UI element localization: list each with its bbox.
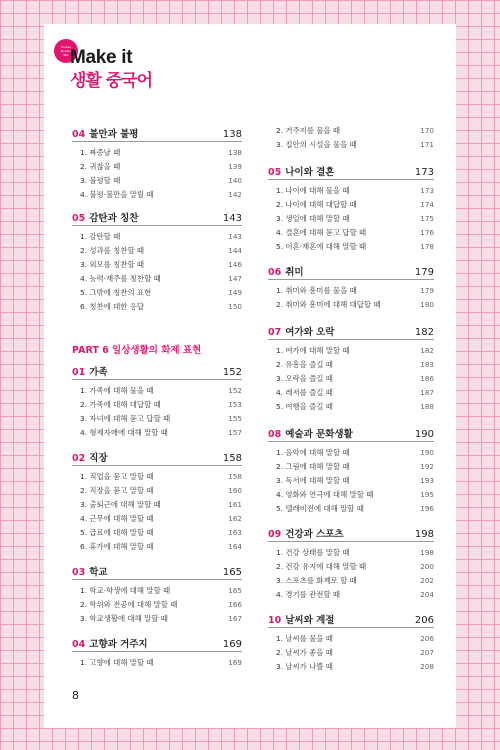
toc-item-page: 206	[420, 634, 434, 643]
toc-item-page: 150	[228, 302, 242, 311]
toc-item-page: 183	[420, 360, 434, 369]
toc-item-page: 140	[228, 176, 242, 185]
toc-item-title: 5. 그밖에 칭찬의 표현	[80, 288, 152, 297]
toc-item-title: 3. 불평할 때	[80, 176, 121, 185]
page-number: 8	[72, 689, 79, 702]
toc-continued-items	[268, 124, 434, 152]
toc-section-page: 165	[222, 567, 242, 578]
toc-section-heading	[268, 612, 334, 626]
toc-section-heading	[72, 564, 108, 578]
toc-item-title: 1. 직업을 묻고 말할 때	[80, 472, 154, 481]
toc-item-title: 2. 유흥을 즐길 때	[276, 360, 333, 369]
part-title: 일상생활의 화제 표현	[112, 345, 202, 356]
toc-item-title: 4. 경기를 관전할 때	[276, 590, 341, 599]
toc-item-title: 2. 가족에 대해 대답할 때	[80, 400, 161, 409]
toc-section-page: 198	[414, 529, 434, 540]
toc-item[interactable]	[72, 498, 242, 512]
toc-section-header[interactable]	[72, 126, 242, 142]
toc-item-title: 2. 건강 유지에 대해 말할 때	[276, 562, 367, 571]
toc-item-page: 204	[420, 590, 434, 599]
toc-item[interactable]	[72, 300, 242, 314]
toc-section	[72, 564, 242, 626]
toc-item[interactable]	[72, 230, 242, 244]
toc-item[interactable]	[268, 226, 434, 240]
toc-section-page: 152	[222, 367, 242, 378]
toc-item[interactable]	[268, 502, 434, 516]
toc-item-page: 182	[420, 346, 434, 355]
toc-item-page: 186	[420, 374, 434, 383]
toc-item-title: 1. 날씨를 물을 때	[276, 634, 333, 643]
toc-item-title: 3. 독서에 대해 말할 때	[276, 476, 350, 485]
toc-item-page: 149	[228, 288, 242, 297]
toc-item[interactable]	[72, 470, 242, 484]
toc-item-title: 1. 가족에 대해 물을 때	[80, 386, 154, 395]
toc-section-page: 179	[414, 267, 434, 278]
toc-item-title: 4. 결혼에 대해 묻고 답할 때	[276, 228, 367, 237]
toc-section	[268, 164, 434, 254]
toc-item-title: 2. 성과를 칭찬할 때	[80, 246, 145, 255]
toc-item-title: 2. 그림에 대해 말할 때	[276, 462, 350, 471]
toc-item[interactable]	[268, 446, 434, 460]
toc-item-page: 180	[420, 300, 434, 309]
toc-item-page: 165	[228, 586, 242, 595]
toc-item-title: 2. 학위와 전공에 대해 말할 때	[80, 600, 178, 609]
toc-section-number: 07	[268, 327, 282, 338]
toc-section-page: 182	[414, 327, 434, 338]
toc-section-heading	[268, 426, 353, 440]
toc-item[interactable]	[268, 138, 434, 152]
toc-item-page: 187	[420, 388, 434, 397]
toc-item[interactable]	[268, 358, 434, 372]
toc-section-header[interactable]	[268, 164, 434, 180]
toc-section	[72, 364, 242, 440]
toc-item-title: 6. 휴가에 대해 말할 때	[80, 542, 154, 551]
toc-item-page: 139	[228, 162, 242, 171]
toc-item-title: 4. 불평·불만을 말릴 때	[80, 190, 154, 199]
toc-item[interactable]	[72, 272, 242, 286]
toc-section-header[interactable]	[72, 364, 242, 380]
toc-item-title: 3. 학교생활에 대해 말할 때	[80, 614, 168, 623]
toc-item-page: 163	[228, 528, 242, 537]
toc-section-number: 05	[268, 167, 282, 178]
toc-section	[72, 450, 242, 554]
toc-item-page: 166	[228, 600, 242, 609]
toc-item-page: 158	[228, 472, 242, 481]
toc-item-title: 5. 급료에 대해 말할 때	[80, 528, 154, 537]
toc-item-title: 3. 자녀에 대해 묻고 답할 때	[80, 414, 171, 423]
toc-item-page: 142	[228, 190, 242, 199]
toc-item-page: 176	[420, 228, 434, 237]
toc-section-heading	[72, 210, 138, 224]
toc-section	[72, 210, 242, 314]
toc-item[interactable]	[268, 646, 434, 660]
part-heading	[72, 342, 201, 356]
toc-item[interactable]	[268, 124, 434, 138]
toc-section-number: 10	[268, 615, 282, 626]
toc-item-page: 160	[228, 486, 242, 495]
toc-item[interactable]	[268, 298, 434, 312]
toc-section-header[interactable]	[268, 426, 434, 442]
toc-item[interactable]	[268, 460, 434, 474]
toc-item-page: 179	[420, 286, 434, 295]
toc-section-header[interactable]	[72, 564, 242, 580]
toc-item-title: 1. 건강 상태를 말할 때	[276, 548, 350, 557]
toc-section-heading	[268, 526, 344, 540]
toc-item-page: 144	[228, 246, 242, 255]
toc-item[interactable]	[268, 372, 434, 386]
toc-item-page: 157	[228, 428, 242, 437]
toc-section-header[interactable]	[72, 210, 242, 226]
toc-section-title: 감탄과 칭찬	[89, 213, 139, 224]
book-logo	[60, 45, 153, 94]
toc-item[interactable]	[268, 588, 434, 602]
toc-item-title: 1. 학교·학생에 대해 말할 때	[80, 586, 171, 595]
toc-item-title: 1. 여가에 대해 말할 때	[276, 346, 350, 355]
part-label: PART 6	[72, 345, 109, 356]
logo-brand: 생활 중국어	[70, 71, 153, 91]
toc-section-heading	[268, 264, 304, 278]
toc-section-title: 예술과 문화생활	[285, 429, 353, 440]
toc-item-title: 3. 집안의 시설을 물을 때	[276, 140, 357, 149]
toc-section-title: 여가와 오락	[285, 327, 335, 338]
toc-item[interactable]	[268, 574, 434, 588]
toc-item-page: 193	[420, 476, 434, 485]
toc-section-heading	[268, 324, 334, 338]
toc-item[interactable]	[268, 400, 434, 414]
toc-item[interactable]	[72, 188, 242, 202]
toc-item-page: 192	[420, 462, 434, 471]
toc-item-title: 3. 오락을 즐길 때	[276, 374, 333, 383]
toc-item-title: 1. 나이에 대해 물을 때	[276, 186, 350, 195]
toc-section-heading	[268, 164, 334, 178]
toc-item-page: 175	[420, 214, 434, 223]
badge-text: Korean	[60, 45, 72, 49]
toc-item-page: 202	[420, 576, 434, 585]
toc-section-page: 169	[222, 639, 242, 650]
toc-item-title: 3. 출퇴근에 대해 말할 때	[80, 500, 161, 509]
toc-item-page: 138	[228, 148, 242, 157]
toc-item-title: 6. 칭찬에 대한 응답	[80, 302, 145, 311]
toc-item-page: 188	[420, 402, 434, 411]
toc-item-page: 200	[420, 562, 434, 571]
toc-item-page: 164	[228, 542, 242, 551]
toc-section-page: 143	[222, 213, 242, 224]
toc-item[interactable]	[268, 344, 434, 358]
toc-item[interactable]	[268, 560, 434, 574]
toc-item[interactable]	[268, 474, 434, 488]
toc-section-header[interactable]	[268, 264, 434, 280]
toc-section	[268, 324, 434, 414]
toc-section-heading	[72, 636, 148, 650]
toc-item-title: 3. 외모를 칭찬할 때	[80, 260, 145, 269]
toc-section-header[interactable]	[72, 636, 242, 652]
toc-item[interactable]	[268, 198, 434, 212]
toc-item-title: 2. 귀찮을 때	[80, 162, 121, 171]
toc-item-title: 2. 취미와 흥미에 대해 대답할 때	[276, 300, 381, 309]
toc-item[interactable]	[268, 660, 434, 674]
toc-item[interactable]	[72, 174, 242, 188]
toc-section-header[interactable]	[268, 324, 434, 340]
toc-section-number: 02	[72, 453, 86, 464]
toc-item-page: 169	[228, 658, 242, 667]
toc-item-page: 198	[420, 548, 434, 557]
toc-item[interactable]	[72, 612, 242, 626]
toc-item-title: 3. 생일에 대해 말할 때	[276, 214, 350, 223]
toc-item-title: 2. 날씨가 좋을 때	[276, 648, 333, 657]
toc-section	[268, 264, 434, 312]
toc-item-page: 196	[420, 504, 434, 513]
badge-text: Bookie	[60, 49, 72, 53]
toc-item-page: 146	[228, 260, 242, 269]
toc-item-page: 173	[420, 186, 434, 195]
toc-item[interactable]	[72, 484, 242, 498]
toc-item-page: 155	[228, 414, 242, 423]
toc-item-page: 153	[228, 400, 242, 409]
toc-section-page: 158	[222, 453, 242, 464]
toc-section	[268, 426, 434, 516]
toc-item-page: 161	[228, 500, 242, 509]
toc-section-title: 직장	[89, 453, 108, 464]
toc-item[interactable]	[72, 512, 242, 526]
toc-section-title: 학교	[89, 567, 108, 578]
toc-section-page: 173	[414, 167, 434, 178]
toc-item-title: 1. 감탄할 때	[80, 232, 121, 241]
toc-section-number: 04	[72, 129, 86, 140]
toc-item[interactable]	[72, 258, 242, 272]
toc-item-title: 3. 스포츠를 화제로 할 때	[276, 576, 357, 585]
toc-item-page: 190	[420, 448, 434, 457]
badge-text: Talk	[63, 53, 69, 57]
toc-section-page: 138	[222, 129, 242, 140]
toc-item[interactable]	[72, 286, 242, 300]
toc-item-title: 5. 텔레비전에 대해 말할 때	[276, 504, 364, 513]
toc-item-title: 4. 영화와 연극에 대해 말할 때	[276, 490, 374, 499]
toc-item[interactable]	[72, 398, 242, 412]
toc-section-heading	[72, 364, 108, 378]
toc-section	[268, 526, 434, 602]
toc-item-page: 167	[228, 614, 242, 623]
toc-section-number: 09	[268, 529, 282, 540]
toc-section-title: 나이와 결혼	[285, 167, 335, 178]
toc-item-page: 195	[420, 490, 434, 499]
toc-section-number: 03	[72, 567, 86, 578]
toc-item-title: 2. 직장을 묻고 말할 때	[80, 486, 154, 495]
toc-item[interactable]	[268, 546, 434, 560]
toc-item[interactable]	[268, 488, 434, 502]
toc-item[interactable]	[72, 540, 242, 554]
toc-item[interactable]	[72, 598, 242, 612]
toc-item[interactable]	[268, 240, 434, 254]
toc-item-page: 178	[420, 242, 434, 251]
toc-section-page: 190	[414, 429, 434, 440]
toc-item-page: 207	[420, 648, 434, 657]
toc-section-header[interactable]	[72, 450, 242, 466]
toc-item[interactable]	[72, 426, 242, 440]
toc-section	[72, 126, 242, 202]
toc-section-title: 취미	[285, 267, 304, 278]
toc-item[interactable]	[72, 160, 242, 174]
toc-item-title: 4. 형제자매에 대해 말할 때	[80, 428, 168, 437]
toc-item-title: 5. 여행을 즐길 때	[276, 402, 333, 411]
toc-item-page: 208	[420, 662, 434, 671]
toc-item-title: 1. 짜증날 때	[80, 148, 121, 157]
toc-section-page: 206	[414, 615, 434, 626]
toc-item[interactable]	[72, 384, 242, 398]
toc-item-title: 2. 거주지를 물을 때	[276, 126, 341, 135]
toc-section-title: 고향과 거주지	[89, 639, 148, 650]
toc-section	[268, 612, 434, 674]
toc-section-number: 06	[268, 267, 282, 278]
toc-section-title: 건강과 스포츠	[285, 529, 344, 540]
toc-section-number: 08	[268, 429, 282, 440]
toc-item-page: 174	[420, 200, 434, 209]
toc-section-number: 04	[72, 639, 86, 650]
toc-item-title: 4. 레저를 즐길 때	[276, 388, 333, 397]
toc-item-title: 5. 이혼·재혼에 대해 말할 때	[276, 242, 367, 251]
toc-item-title: 1. 음악에 대해 말할 때	[276, 448, 350, 457]
toc-item[interactable]	[268, 184, 434, 198]
toc-section-heading	[72, 126, 138, 140]
toc-item[interactable]	[72, 656, 242, 670]
book-page	[44, 24, 456, 728]
toc-section-header[interactable]	[268, 526, 434, 542]
toc-item[interactable]	[268, 386, 434, 400]
toc-item-title: 1. 고향에 대해 말할 때	[80, 658, 154, 667]
toc-item[interactable]	[72, 526, 242, 540]
toc-section-header[interactable]	[268, 612, 434, 628]
toc-item[interactable]	[72, 146, 242, 160]
toc-section-number: 05	[72, 213, 86, 224]
toc-item-page: 143	[228, 232, 242, 241]
toc-item-title: 3. 날씨가 나쁠 때	[276, 662, 333, 671]
toc-item-page: 162	[228, 514, 242, 523]
toc-item[interactable]	[268, 632, 434, 646]
toc-item-page: 147	[228, 274, 242, 283]
toc-item[interactable]	[72, 412, 242, 426]
toc-item[interactable]	[72, 244, 242, 258]
toc-item-page: 152	[228, 386, 242, 395]
toc-section-heading	[72, 450, 108, 464]
toc-item-page: 171	[420, 140, 434, 149]
toc-section-number: 01	[72, 367, 86, 378]
toc-item-page: 170	[420, 126, 434, 135]
toc-item-title: 1. 취미와 흥미를 물을 때	[276, 286, 357, 295]
toc-section	[72, 636, 242, 670]
toc-item-title: 4. 근무에 대해 말할 때	[80, 514, 154, 523]
toc-section-title: 가족	[89, 367, 108, 378]
toc-item[interactable]	[72, 584, 242, 598]
toc-section-title: 불만과 불평	[89, 129, 139, 140]
toc-item-title: 4. 능력·재주를 칭찬할 때	[80, 274, 161, 283]
toc-item[interactable]	[268, 212, 434, 226]
logo-make-it: Make it	[70, 47, 133, 68]
toc-item[interactable]	[268, 284, 434, 298]
toc-section-title: 날씨와 계절	[285, 615, 335, 626]
toc-item-title: 2. 나이에 대해 대답할 때	[276, 200, 357, 209]
